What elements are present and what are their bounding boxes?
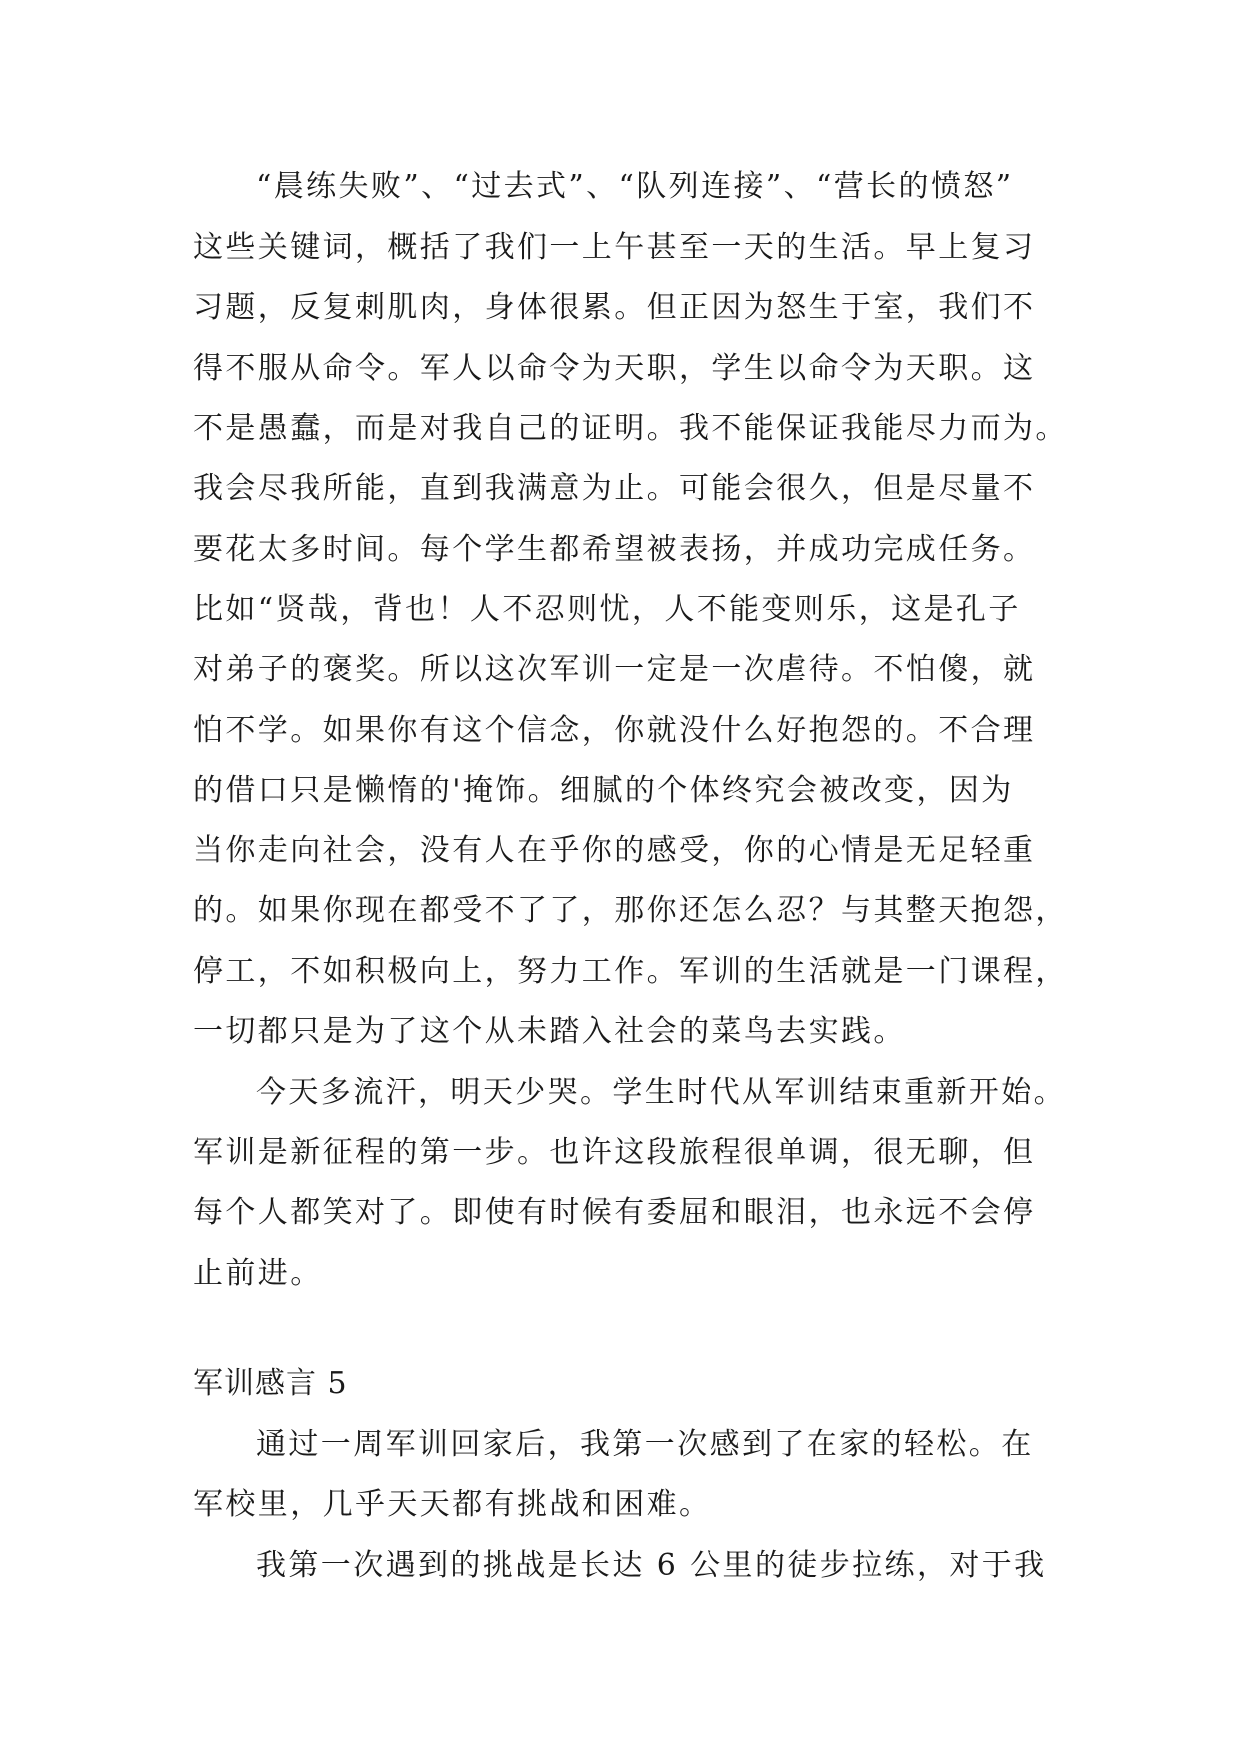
text-line: 军校里，几乎天天都有挑战和困难。 (193, 1487, 712, 1522)
text-line: 军训是新征程的第一步。也许这段旅程很单调，很无聊，但 (193, 1135, 1036, 1170)
text-line: 一切都只是为了这个从未踏入社会的菜鸟去实践。 (193, 1014, 906, 1049)
text-line: 对弟子的褒奖。所以这次军训一定是一次虐待。不怕傻，就 (193, 652, 1036, 687)
text-line: 今天多流汗，明天少哭。学生时代从军训结束重新开始。 (256, 1075, 1066, 1110)
text-line: 这些关键词，概括了我们一上午甚至一天的生活。早上复习 (193, 230, 1036, 265)
text-line: 得不服从命令。军人以命令为天职，学生以命令为天职。这 (193, 351, 1036, 386)
text-line: “晨练失败”、“过去式”、“队列连接”、“营长的愤怒” (256, 169, 1014, 204)
text-line: 不是愚蠢，而是对我自己的证明。我不能保证我能尽力而为。 (193, 411, 1068, 446)
text-line: 停工，不如积极向上，努力工作。军训的生活就是一门课程， (193, 954, 1068, 989)
text-line: 止前进。 (193, 1256, 323, 1291)
text-line: 我会尽我所能，直到我满意为止。可能会很久，但是尽量不 (193, 471, 1036, 506)
text-line: 通过一周军训回家后，我第一次感到了在家的轻松。在 (256, 1427, 1034, 1462)
text-line: 怕不学。如果你有这个信念，你就没什么好抱怨的。不合理 (193, 713, 1036, 748)
text-line: 的借口只是懒惰的'掩饰。细腻的个体终究会被改变，因为 (193, 773, 1014, 808)
text-line: 习题，反复刺肌肉，身体很累。但正因为怒生于室，我们不 (193, 290, 1036, 325)
section-heading: 军训感言 5 (193, 1366, 348, 1401)
text-line: 每个人都笑对了。即使有时候有委屈和眼泪，也永远不会停 (193, 1195, 1036, 1230)
text-line: 比如“贤哉，背也！人不忍则忧，人不能变则乐，这是孔子 (193, 592, 1021, 627)
text-line: 要花太多时间。每个学生都希望被表扬，并成功完成任务。 (193, 532, 1036, 567)
text-line: 当你走向社会，没有人在乎你的感受，你的心情是无足轻重 (193, 833, 1036, 868)
text-line: 的。如果你现在都受不了了，那你还怎么忍？与其整天抱怨， (193, 893, 1068, 928)
text-line: 我第一次遇到的挑战是长达 6 公里的徒步拉练，对于我 (256, 1548, 1047, 1583)
